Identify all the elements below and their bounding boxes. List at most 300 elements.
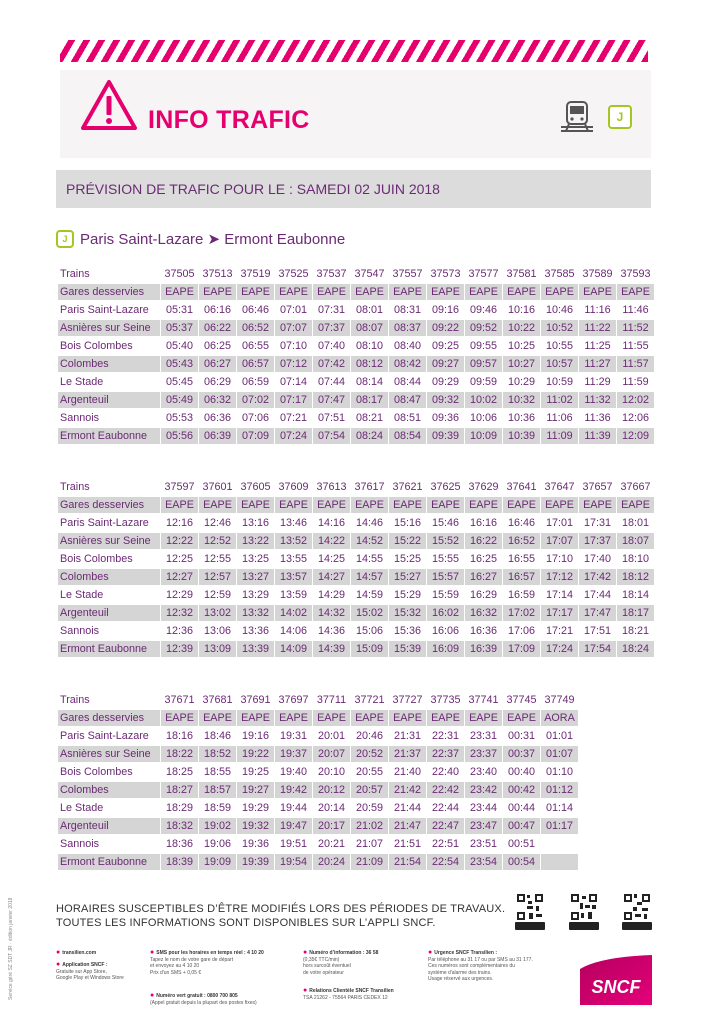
departure-time: 10:52 xyxy=(541,320,578,336)
station-row xyxy=(58,800,578,816)
service-code: EAPE xyxy=(313,284,350,300)
departure-time: 19:36 xyxy=(241,838,270,850)
departure-time: 11:09 xyxy=(541,428,578,444)
departure-time: 09:36 xyxy=(431,412,460,424)
departure-time: 07:54 xyxy=(313,428,350,444)
google-play-badge[interactable] xyxy=(622,922,652,930)
qr-code-icon[interactable] xyxy=(623,893,651,921)
departure-time: 16:09 xyxy=(427,641,464,657)
departure-time: 17:17 xyxy=(541,605,578,621)
station-row xyxy=(58,320,654,336)
contact-customer-relations: ● Relations Clientèle SNCF Transilien TSA 21262 - 75564 PARIS CEDEX 12 xyxy=(303,987,394,1001)
service-code: EAPE xyxy=(275,710,312,726)
contact-app: ● Application SNCF : Gratuite sur App Store, Google Play et Windows Store xyxy=(56,961,124,981)
train-number: 37601 xyxy=(202,481,233,493)
departure-time: 11:16 xyxy=(584,304,611,316)
departure-time: 00:44 xyxy=(507,802,536,814)
station-row xyxy=(58,374,654,390)
departure-time: 16:57 xyxy=(503,569,540,585)
service-code: EAPE xyxy=(199,710,236,726)
station-row xyxy=(58,818,578,834)
row-label: Ermont Eaubonne xyxy=(58,854,160,870)
departure-time: 13:16 xyxy=(241,517,270,529)
departure-time: 07:21 xyxy=(279,412,308,424)
departure-time: 11:32 xyxy=(579,392,616,408)
train-number: 37519 xyxy=(240,268,271,280)
departure-time: 18:32 xyxy=(161,818,198,834)
departure-time: 18:14 xyxy=(621,589,650,601)
departure-time: 18:10 xyxy=(621,553,650,565)
departure-time: 19:44 xyxy=(279,802,308,814)
station-row xyxy=(58,551,654,567)
departure-time: 13:59 xyxy=(279,589,308,601)
train-number-row xyxy=(58,266,654,282)
departure-time xyxy=(541,854,578,870)
row-label: Colombes xyxy=(58,782,160,798)
service-code: EAPE xyxy=(351,497,388,513)
departure-time: 13:06 xyxy=(203,625,232,637)
windows-store-badge[interactable] xyxy=(569,922,599,930)
departure-time: 20:59 xyxy=(355,802,384,814)
service-code: EAPE xyxy=(351,710,388,726)
departure-time: 13:09 xyxy=(199,641,236,657)
train-number: 37513 xyxy=(202,268,233,280)
departure-time: 14:32 xyxy=(313,605,350,621)
departure-time: 12:36 xyxy=(165,625,194,637)
departure-time: 19:37 xyxy=(275,746,312,762)
departure-time: 18:17 xyxy=(617,605,654,621)
departure-time: 09:32 xyxy=(427,392,464,408)
service-code: EAPE xyxy=(237,497,274,513)
departure-time: 14:57 xyxy=(351,569,388,585)
departure-time: 12:27 xyxy=(161,569,198,585)
departure-time: 23:51 xyxy=(469,838,498,850)
departure-time: 14:59 xyxy=(355,589,384,601)
departure-time: 18:52 xyxy=(199,746,236,762)
departure-time: 16:46 xyxy=(507,517,536,529)
train-number: 37505 xyxy=(164,268,195,280)
service-code: EAPE xyxy=(503,497,540,513)
station-row xyxy=(58,410,654,426)
departure-time: 13:22 xyxy=(237,533,274,549)
page-title: INFO TRAFIC xyxy=(148,106,310,134)
train-number: 37745 xyxy=(506,694,537,706)
station-row xyxy=(58,338,654,354)
departure-time: 10:32 xyxy=(503,392,540,408)
departure-time: 14:52 xyxy=(351,533,388,549)
departure-time: 09:22 xyxy=(427,320,464,336)
train-number: 37585 xyxy=(544,268,575,280)
service-code: EAPE xyxy=(199,497,236,513)
departure-time: 17:02 xyxy=(503,605,540,621)
departure-time: 12:59 xyxy=(203,589,232,601)
departure-time: 08:12 xyxy=(351,356,388,372)
departure-time: 05:53 xyxy=(165,412,194,424)
departure-time: 10:57 xyxy=(541,356,578,372)
sncf-logo xyxy=(580,955,652,1005)
service-code: EAPE xyxy=(427,497,464,513)
departure-time: 18:59 xyxy=(203,802,232,814)
departure-time: 18:01 xyxy=(621,517,650,529)
departure-time: 16:39 xyxy=(465,641,502,657)
departure-time: 01:01 xyxy=(545,730,574,742)
departure-time: 12:55 xyxy=(203,553,232,565)
row-label: Trains xyxy=(60,268,90,280)
service-code: EAPE xyxy=(275,497,312,513)
departure-time: 21:02 xyxy=(351,818,388,834)
departure-time: 15:16 xyxy=(393,517,422,529)
departure-time: 15:09 xyxy=(351,641,388,657)
forecast-date: PRÉVISION DE TRAFIC POUR LE : SAMEDI 02 JUIN 2018 xyxy=(66,181,440,197)
row-label: Sannois xyxy=(60,412,100,424)
departure-time: 07:14 xyxy=(279,376,308,388)
departure-time: 06:22 xyxy=(199,320,236,336)
departure-time: 13:39 xyxy=(237,641,274,657)
train-number: 37557 xyxy=(392,268,423,280)
departure-time: 14:39 xyxy=(313,641,350,657)
departure-time: 15:22 xyxy=(389,533,426,549)
service-code: EAPE xyxy=(389,284,426,300)
departure-time: 13:02 xyxy=(199,605,236,621)
departure-time: 18:55 xyxy=(203,766,232,778)
train-number: 37547 xyxy=(354,268,385,280)
departure-time: 16:25 xyxy=(469,553,498,565)
departure-time: 10:29 xyxy=(507,376,536,388)
departure-time: 07:24 xyxy=(275,428,312,444)
departure-time: 18:27 xyxy=(161,782,198,798)
station-row xyxy=(58,836,578,852)
station-row xyxy=(58,764,578,780)
departure-time: 14:25 xyxy=(317,553,346,565)
departure-time: 07:47 xyxy=(313,392,350,408)
departure-time: 18:36 xyxy=(165,838,194,850)
station-row xyxy=(58,356,654,372)
departure-time: 07:51 xyxy=(317,412,346,424)
departure-time: 10:16 xyxy=(507,304,536,316)
warning-icon xyxy=(79,78,139,134)
departure-time: 06:36 xyxy=(203,412,232,424)
train-number: 37593 xyxy=(620,268,651,280)
departure-time: 15:29 xyxy=(393,589,422,601)
departure-time: 17:40 xyxy=(583,553,612,565)
departure-time: 06:57 xyxy=(237,356,274,372)
train-number-row xyxy=(58,692,578,708)
train-number: 37691 xyxy=(240,694,271,706)
departure-time: 19:06 xyxy=(203,838,232,850)
departure-time: 15:36 xyxy=(393,625,422,637)
departure-time: 07:01 xyxy=(279,304,308,316)
row-label: Gares desservies xyxy=(58,710,160,726)
row-label: Trains xyxy=(60,481,90,493)
departure-time: 12:29 xyxy=(165,589,194,601)
row-label: Asnières sur Seine xyxy=(58,320,160,336)
departure-time: 10:39 xyxy=(503,428,540,444)
departure-time: 08:37 xyxy=(389,320,426,336)
departure-time: 05:45 xyxy=(165,376,194,388)
row-label: Asnières sur Seine xyxy=(58,533,160,549)
hazard-stripes xyxy=(60,40,648,62)
departure-time: 08:47 xyxy=(389,392,426,408)
departure-time: 10:06 xyxy=(469,412,498,424)
departure-time: 12:09 xyxy=(617,428,654,444)
departure-time: 14:29 xyxy=(317,589,346,601)
departure-time: 01:07 xyxy=(541,746,578,762)
service-code-row xyxy=(58,710,578,726)
row-label: Paris Saint-Lazare xyxy=(60,517,149,529)
departure-time: 18:29 xyxy=(165,802,194,814)
departure-time: 09:16 xyxy=(431,304,460,316)
departure-time: 09:39 xyxy=(427,428,464,444)
departure-time: 10:25 xyxy=(507,340,536,352)
station-row xyxy=(58,587,654,603)
departure-time: 12:22 xyxy=(161,533,198,549)
departure-time: 20:24 xyxy=(313,854,350,870)
departure-time: 12:39 xyxy=(161,641,198,657)
departure-time: 18:16 xyxy=(165,730,194,742)
departure-time: 06:29 xyxy=(203,376,232,388)
service-code: EAPE xyxy=(503,284,540,300)
departure-time: 01:17 xyxy=(541,818,578,834)
departure-time: 22:51 xyxy=(431,838,460,850)
departure-time: 11:27 xyxy=(579,356,616,372)
service-code: EAPE xyxy=(617,497,654,513)
row-label: Argenteuil xyxy=(58,392,160,408)
departure-time: 10:55 xyxy=(545,340,574,352)
departure-time: 16:36 xyxy=(469,625,498,637)
station-row xyxy=(58,854,578,870)
contact-info-number: ● Numéro d’information : 36 58 (0,35€ TTC/min) hors surcoût éventuel de votre opérateur xyxy=(303,949,379,976)
departure-time: 19:40 xyxy=(279,766,308,778)
station-row xyxy=(58,605,654,621)
row-label: Paris Saint-Lazare xyxy=(60,304,149,316)
train-number: 37711 xyxy=(316,694,347,706)
departure-time: 05:40 xyxy=(165,340,194,352)
departure-time: 22:54 xyxy=(427,854,464,870)
notice-line-1: HORAIRES SUSCEPTIBLES D’ÊTRE MODIFIÉS LORS DES PÉRIODES DE TRAVAUX. xyxy=(56,903,506,915)
departure-time: 19:27 xyxy=(237,782,274,798)
contact-emergency: ● Urgence SNCF Transilien : Par téléphone au 31 17 ou par SMS au 31 177. Ces numéros sont complémentaires du système d'alarme des trains. Usage réservé aux urgences. xyxy=(428,949,533,982)
train-number: 37641 xyxy=(506,481,537,493)
train-number: 37697 xyxy=(278,694,309,706)
departure-time: 15:52 xyxy=(427,533,464,549)
departure-time: 11:29 xyxy=(584,376,611,388)
train-number: 37647 xyxy=(544,481,575,493)
departure-time: 23:37 xyxy=(465,746,502,762)
route-line-badge: J xyxy=(56,230,74,248)
departure-time: 11:55 xyxy=(622,340,649,352)
departure-time: 13:46 xyxy=(279,517,308,529)
train-number: 37609 xyxy=(278,481,309,493)
departure-time: 11:02 xyxy=(541,392,578,408)
departure-time: 00:31 xyxy=(507,730,536,742)
departure-time: 00:51 xyxy=(507,838,536,850)
departure-time: 16:52 xyxy=(503,533,540,549)
departure-time: 14:16 xyxy=(317,517,346,529)
departure-time: 15:32 xyxy=(389,605,426,621)
departure-time: 17:42 xyxy=(579,569,616,585)
departure-time: 21:31 xyxy=(393,730,422,742)
departure-time: 10:36 xyxy=(507,412,536,424)
departure-time: 18:24 xyxy=(617,641,654,657)
departure-time: 15:27 xyxy=(389,569,426,585)
departure-time: 08:21 xyxy=(355,412,384,424)
departure-time: 05:56 xyxy=(161,428,198,444)
forecast-banner xyxy=(56,170,651,208)
departure-time: 23:40 xyxy=(469,766,498,778)
service-code: EAPE xyxy=(351,284,388,300)
departure-time: 17:54 xyxy=(579,641,616,657)
service-code: EAPE xyxy=(541,284,578,300)
departure-time: 22:31 xyxy=(431,730,460,742)
departure-time: 12:52 xyxy=(199,533,236,549)
row-label: Argenteuil xyxy=(58,818,160,834)
train-number: 37573 xyxy=(430,268,461,280)
service-code: EAPE xyxy=(579,497,616,513)
contact-sms: ● SMS pour les horaires en temps réel : 4 10 20 Tapez le nom de votre gare de départ et envoyez au 4 10 20 Prix d'un SMS + 0,05 € xyxy=(150,949,264,976)
departure-time: 08:40 xyxy=(393,340,422,352)
departure-time: 06:25 xyxy=(203,340,232,352)
departure-time: 19:29 xyxy=(241,802,270,814)
row-label: Asnières sur Seine xyxy=(58,746,160,762)
departure-time: 09:46 xyxy=(469,304,498,316)
departure-time: 08:14 xyxy=(355,376,384,388)
departure-time: 17:07 xyxy=(541,533,578,549)
departure-time: 15:06 xyxy=(355,625,384,637)
departure-time: 13:55 xyxy=(279,553,308,565)
departure-time: 13:25 xyxy=(241,553,270,565)
train-number: 37589 xyxy=(582,268,613,280)
row-label: Sannois xyxy=(60,625,100,637)
departure-time: 17:37 xyxy=(579,533,616,549)
train-number: 37617 xyxy=(354,481,385,493)
departure-time: 19:32 xyxy=(237,818,274,834)
departure-time: 20:21 xyxy=(317,838,346,850)
service-code: EAPE xyxy=(389,497,426,513)
departure-time: 07:09 xyxy=(237,428,274,444)
contact-free-number: ● Numéro vert gratuit : 0800 700 805 (Appel gratuit depuis la plupart des postes fixes) xyxy=(150,992,257,1006)
departure-time: 09:25 xyxy=(431,340,460,352)
departure-time: 05:31 xyxy=(165,304,194,316)
departure-time: 12:16 xyxy=(165,517,194,529)
departure-time: 14:06 xyxy=(279,625,308,637)
service-code: EAPE xyxy=(465,497,502,513)
train-number: 37681 xyxy=(202,694,233,706)
departure-time: 06:27 xyxy=(199,356,236,372)
service-code-row xyxy=(58,497,654,513)
departure-time: 07:42 xyxy=(313,356,350,372)
departure-time: 13:29 xyxy=(241,589,270,601)
departure-time: 16:22 xyxy=(465,533,502,549)
departure-time: 17:31 xyxy=(583,517,612,529)
departure-time: 21:09 xyxy=(351,854,388,870)
row-label: Colombes xyxy=(58,356,160,372)
departure-time: 22:44 xyxy=(431,802,460,814)
departure-time: 19:16 xyxy=(241,730,270,742)
station-row xyxy=(58,746,578,762)
departure-time: 11:36 xyxy=(584,412,611,424)
qr-code-icon[interactable] xyxy=(570,893,598,921)
departure-time: 11:46 xyxy=(622,304,649,316)
departure-time: 11:59 xyxy=(622,376,649,388)
departure-time: 17:14 xyxy=(545,589,574,601)
departure-time: 11:39 xyxy=(579,428,616,444)
departure-time: 20:55 xyxy=(355,766,384,778)
train-number: 37741 xyxy=(468,694,499,706)
departure-time: 09:27 xyxy=(427,356,464,372)
station-row xyxy=(58,428,654,444)
departure-time: 15:25 xyxy=(393,553,422,565)
row-label: Bois Colombes xyxy=(60,340,133,352)
departure-time: 12:57 xyxy=(199,569,236,585)
departure-time: 08:31 xyxy=(393,304,422,316)
departure-time: 14:02 xyxy=(275,605,312,621)
service-code: EAPE xyxy=(237,284,274,300)
departure-time: 08:51 xyxy=(393,412,422,424)
station-row xyxy=(58,302,654,318)
departure-time: 08:24 xyxy=(351,428,388,444)
service-code: EAPE xyxy=(503,710,540,726)
departure-time: 06:52 xyxy=(237,320,274,336)
departure-time: 20:17 xyxy=(313,818,350,834)
service-code: EAPE xyxy=(161,284,198,300)
departure-time: 10:02 xyxy=(465,392,502,408)
departure-time: 19:02 xyxy=(199,818,236,834)
qr-code-icon[interactable] xyxy=(516,893,544,921)
train-number: 37667 xyxy=(620,481,651,493)
departure-time: 01:12 xyxy=(541,782,578,798)
row-label: Colombes xyxy=(58,569,160,585)
service-code: EAPE xyxy=(389,710,426,726)
departure-time: 00:42 xyxy=(503,782,540,798)
departure-time: 00:54 xyxy=(503,854,540,870)
departure-time: 14:22 xyxy=(313,533,350,549)
departure-time: 16:55 xyxy=(507,553,536,565)
departure-time: 19:39 xyxy=(237,854,274,870)
train-number: 37625 xyxy=(430,481,461,493)
contact-website[interactable]: ● transilien.com xyxy=(56,949,97,956)
service-code: EAPE xyxy=(161,497,198,513)
departure-time: 14:36 xyxy=(317,625,346,637)
station-row xyxy=(58,533,654,549)
departure-time: 11:06 xyxy=(546,412,573,424)
service-code: EAPE xyxy=(465,710,502,726)
departure-time: 09:52 xyxy=(465,320,502,336)
sncf-logo-text: SNCF xyxy=(591,977,641,997)
departure-time: 15:59 xyxy=(431,589,460,601)
works-notice xyxy=(56,902,505,930)
station-row xyxy=(58,515,654,531)
departure-time: 18:22 xyxy=(161,746,198,762)
station-row xyxy=(58,569,654,585)
departure-time: 19:09 xyxy=(199,854,236,870)
departure-time: 07:44 xyxy=(317,376,346,388)
departure-time: 08:10 xyxy=(355,340,384,352)
train-number: 37727 xyxy=(392,694,423,706)
departure-time: 11:22 xyxy=(579,320,616,336)
departure-time: 16:27 xyxy=(465,569,502,585)
departure-time: 08:17 xyxy=(351,392,388,408)
departure-time: 20:46 xyxy=(355,730,384,742)
app-store-badge[interactable] xyxy=(515,922,545,930)
departure-time: 05:43 xyxy=(161,356,198,372)
departure-time: 23:54 xyxy=(465,854,502,870)
departure-time: 10:46 xyxy=(545,304,574,316)
departure-time: 22:47 xyxy=(427,818,464,834)
departure-time: 20:57 xyxy=(351,782,388,798)
row-label: Ermont Eaubonne xyxy=(58,428,160,444)
service-code: EAPE xyxy=(427,710,464,726)
station-row xyxy=(58,623,654,639)
